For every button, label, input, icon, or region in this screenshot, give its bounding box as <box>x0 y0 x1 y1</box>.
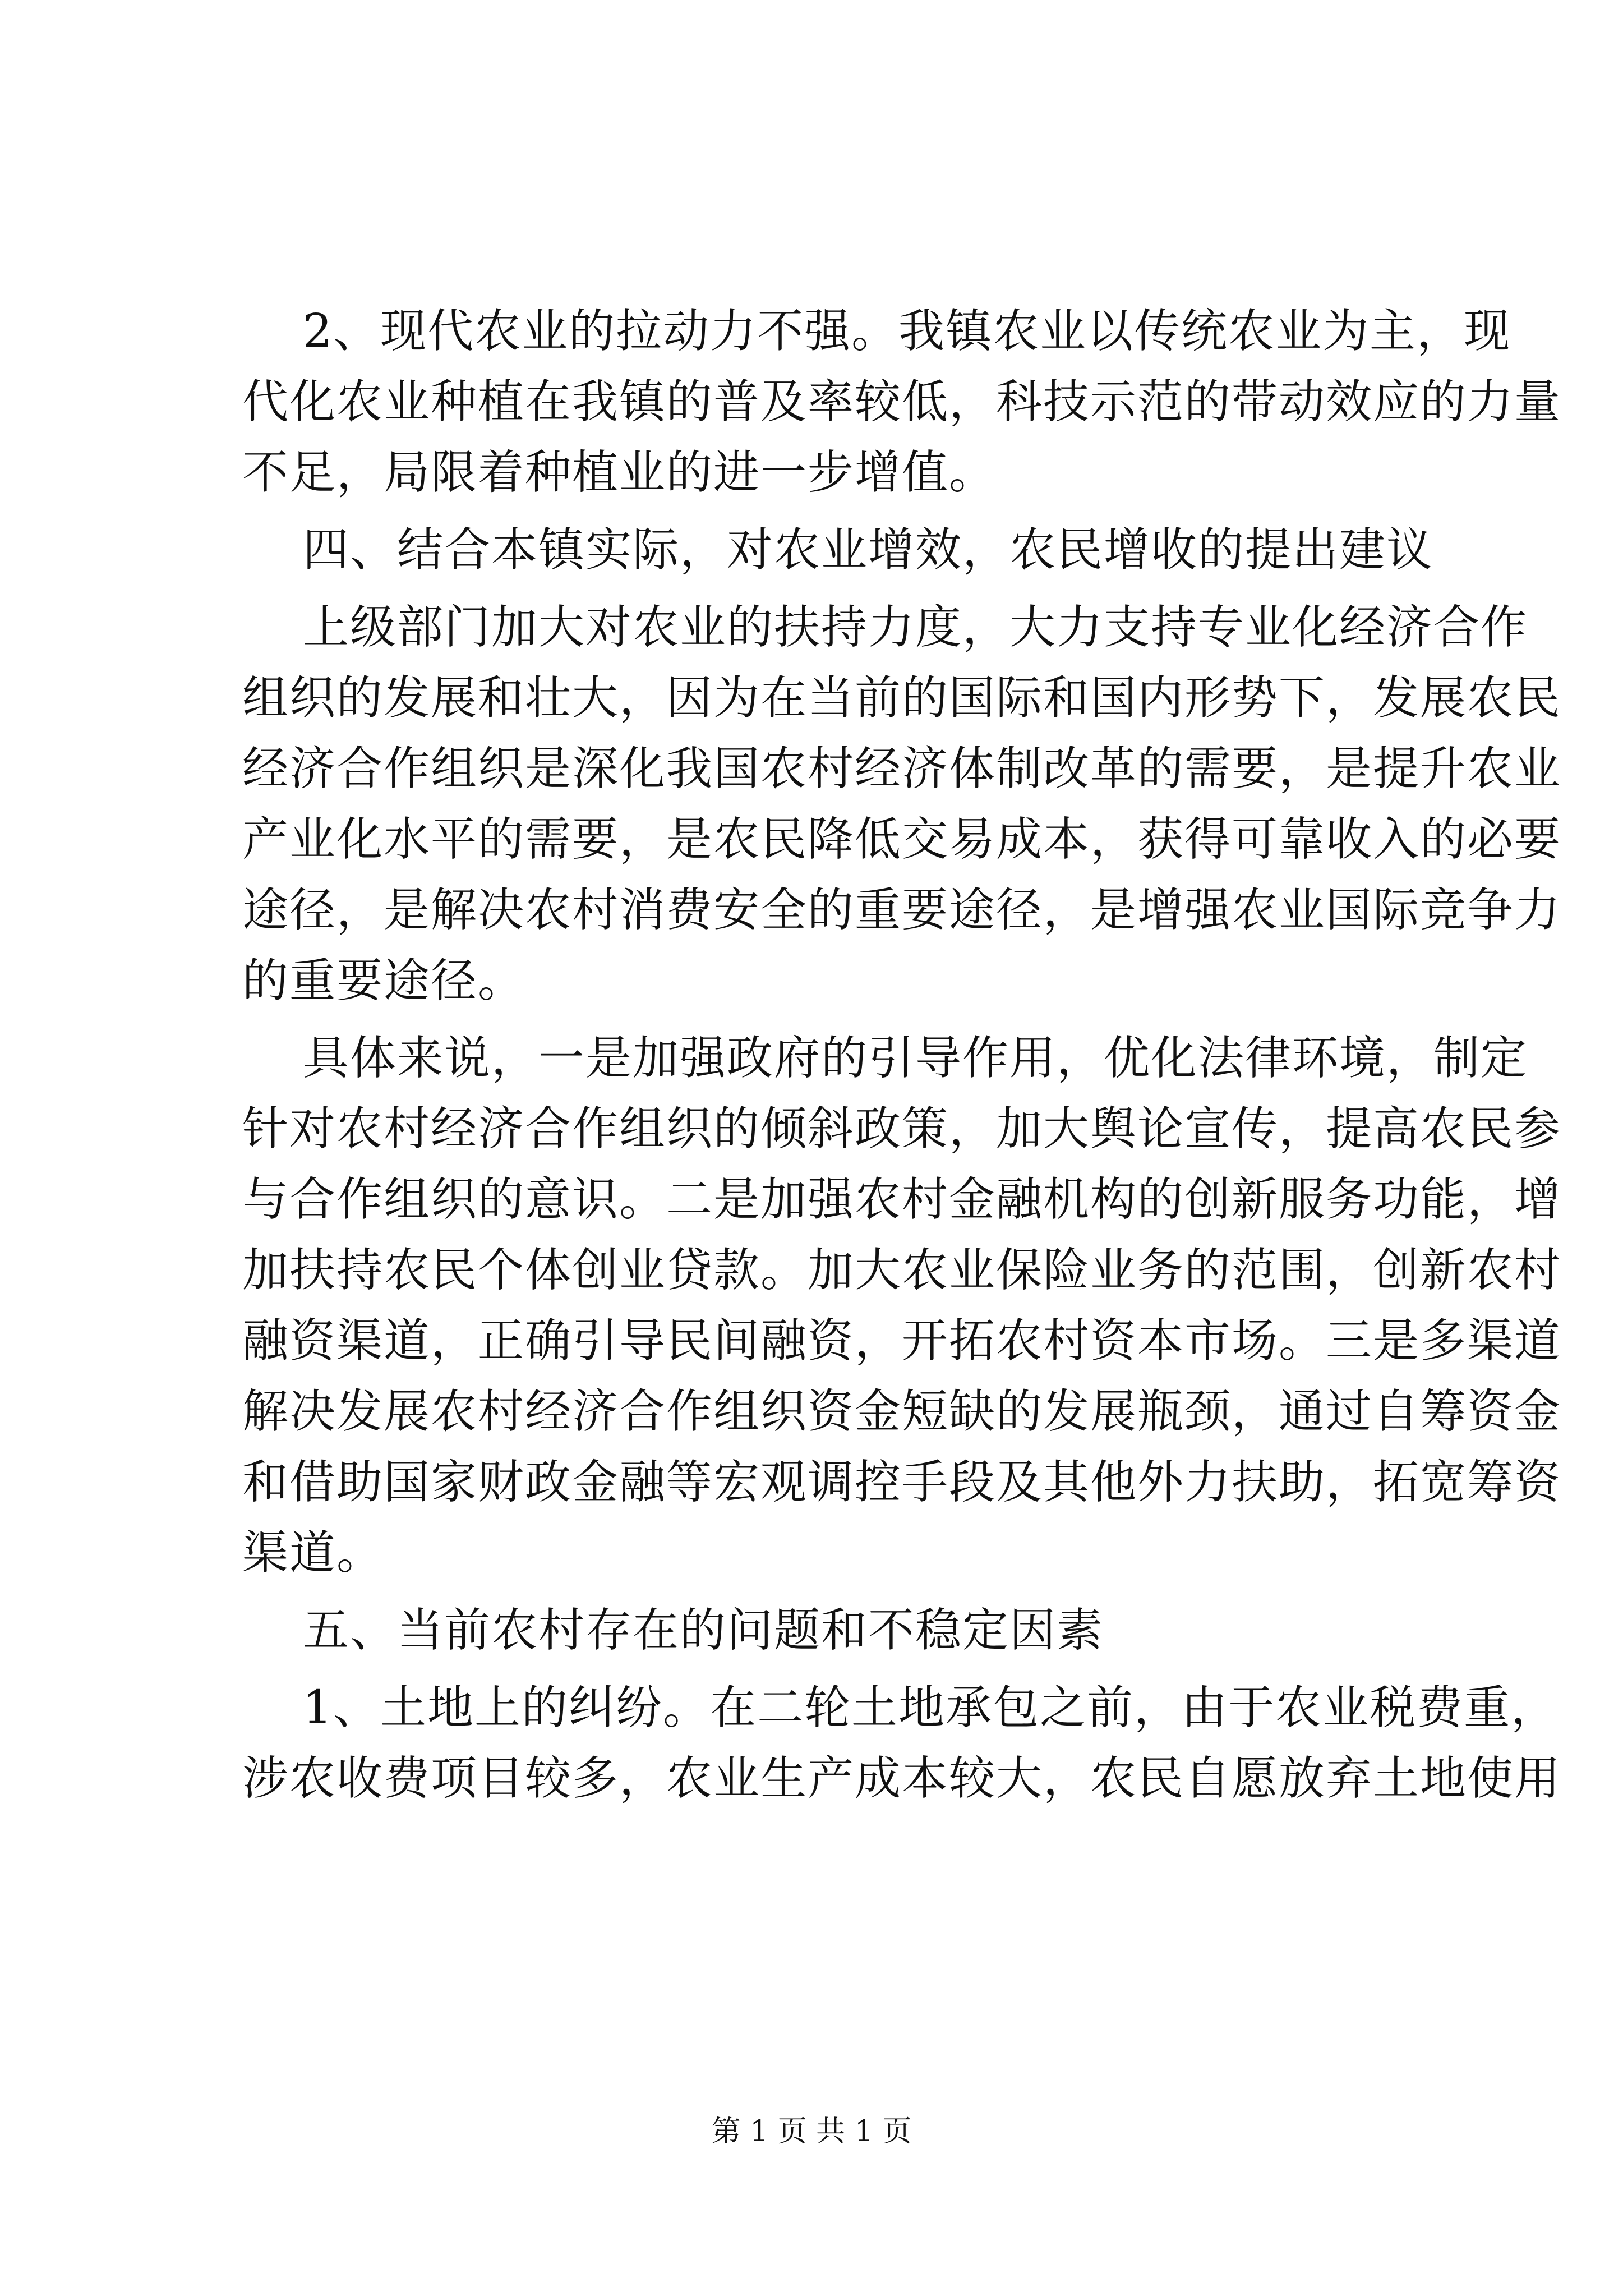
paragraph-line: 途径，是解决农村消费安全的重要途径，是增强农业国际竞争力 <box>242 884 1562 937</box>
paragraph-line: 1、土地上的纠纷。在二轮土地承包之前，由于农业税费重， <box>303 1681 1559 1734</box>
paragraph-line: 针对农村经济合作组织的倾斜政策，加大舆论宣传，提高农民参 <box>242 1102 1562 1156</box>
paragraph-line: 和借助国家财政金融等宏观调控手段及其他外力扶助，拓宽筹资 <box>242 1456 1562 1509</box>
paragraph-line: 2、现代农业的拉动力不强。我镇农业以传统农业为主，现 <box>303 305 1511 358</box>
page-number-footer: 第 1 页 共 1 页 <box>711 2115 912 2148</box>
section-heading: 四、结合本镇实际，对农业增效，农民增收的提出建议 <box>303 523 1434 577</box>
paragraph-line: 上级部门加大对农业的扶持力度，大力支持专业化经济合作 <box>303 601 1528 654</box>
paragraph-line: 渠道。 <box>242 1526 384 1580</box>
paragraph-line: 代化农业种植在我镇的普及率较低，科技示范的带动效应的力量 <box>242 375 1562 429</box>
paragraph-line: 经济合作组织是深化我国农村经济体制改革的需要，是提升农业 <box>242 742 1562 795</box>
section-heading: 五、当前农村存在的问题和不稳定因素 <box>303 1604 1104 1657</box>
paragraph-line: 涉农收费项目较多，农业生产成本较大，农民自愿放弃土地使用 <box>242 1752 1562 1805</box>
paragraph-line: 具体来说，一是加强政府的引导作用，优化法律环境，制定 <box>303 1032 1528 1085</box>
paragraph-line: 解决发展农村经济合作组织资金短缺的发展瓶颈，通过自筹资金 <box>242 1385 1562 1438</box>
paragraph-line: 融资渠道，正确引导民间融资，开拓农村资本市场。三是多渠道 <box>242 1314 1562 1368</box>
paragraph-line: 不足，局限着种植业的进一步增值。 <box>242 446 997 499</box>
paragraph-line: 产业化水平的需要，是农民降低交易成本，获得可靠收入的必要 <box>242 813 1562 866</box>
paragraph-line: 加扶持农民个体创业贷款。加大农业保险业务的范围，创新农村 <box>242 1244 1562 1297</box>
paragraph-line: 与合作组织的意识。二是加强农村金融机构的创新服务功能，增 <box>242 1173 1562 1226</box>
document-body <box>242 296 1562 1814</box>
paragraph-line: 组织的发展和壮大，因为在当前的国际和国内形势下，发展农民 <box>242 671 1562 725</box>
paragraph-line: 的重要途径。 <box>242 954 525 1007</box>
